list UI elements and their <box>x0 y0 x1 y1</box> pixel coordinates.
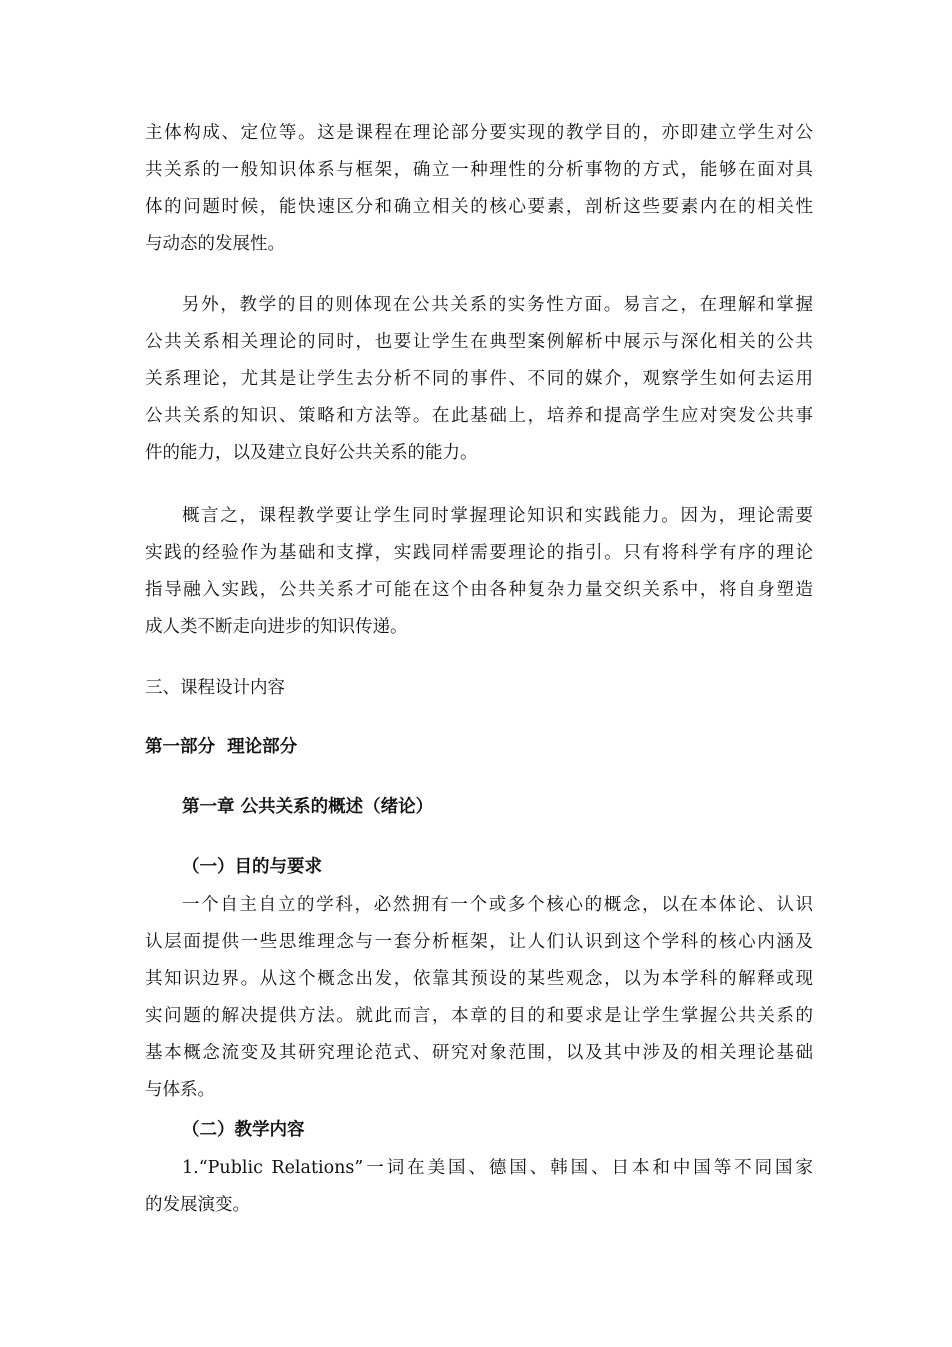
paragraph-line: 基本概念流变及其研究理论范式、研究对象范围，以及其中涉及的相关理论基础 <box>145 1043 813 1063</box>
chapter-heading: 第一章 公共关系的概述（绪论） <box>182 797 434 817</box>
paragraph-line: 成人类不断走向进步的知识传递。 <box>145 617 408 637</box>
list-item-continuation: 的发展演变。 <box>145 1195 250 1215</box>
paragraph-line: 公共关系相关理论的同时，也要让学生在典型案例解析中展示与深化相关的公共 <box>145 332 813 352</box>
paragraph-line: 主体构成、定位等。这是课程在理论部分要实现的教学目的，亦即建立学生对公 <box>145 123 813 143</box>
paragraph-line: 体的问题时候，能快速区分和确立相关的核心要素，剖析这些要素内在的相关性 <box>145 197 813 217</box>
paragraph-line: 公共关系的知识、策略和方法等。在此基础上，培养和提高学生应对突发公共事 <box>145 406 813 426</box>
paragraph-line: 共关系的一般知识体系与框架，确立一种理性的分析事物的方式，能够在面对具 <box>145 160 813 180</box>
paragraph-line: 概言之，课程教学要让学生同时掌握理论知识和实践能力。因为，理论需要 <box>182 506 813 526</box>
section-heading: 三、课程设计内容 <box>145 678 285 698</box>
paragraph-line: 与动态的发展性。 <box>145 234 285 254</box>
paragraph-line: 件的能力，以及建立良好公共关系的能力。 <box>145 443 478 463</box>
subsection-heading-content: （二）教学内容 <box>182 1120 305 1140</box>
paragraph-line: 指导融入实践，公共关系才可能在这个由各种复杂力量交织关系中，将自身塑造 <box>145 580 813 600</box>
paragraph-line: 认层面提供一些思维理念与一套分析框架，让人们认识到这个学科的核心内涵及 <box>145 932 813 952</box>
paragraph-line: 实问题的解决提供方法。就此而言，本章的目的和要求是让学生掌握公共关系的 <box>145 1006 813 1026</box>
paragraph-line: 其知识边界。从这个概念出发，依靠其预设的某些观念，以为本学科的解释或现 <box>145 969 813 989</box>
paragraph-line: 实践的经验作为基础和支撑，实践同样需要理论的指引。只有将科学有序的理论 <box>145 543 813 563</box>
paragraph-line: 一个自主自立的学科，必然拥有一个或多个核心的概念，以在本体论、认识 <box>182 895 813 915</box>
subsection-heading-goals: （一）目的与要求 <box>182 857 322 877</box>
part-heading: 第一部分 理论部分 <box>145 737 298 757</box>
list-item: 1.“Public Relations”一词在美国、德国、韩国、日本和中国等不同国家 <box>182 1158 813 1178</box>
paragraph-line: 关系理论，尤其是让学生去分析不同的事件、不同的媒介，观察学生如何去运用 <box>145 369 813 389</box>
paragraph-line: 另外，教学的目的则体现在公共关系的实务性方面。易言之，在理解和掌握 <box>182 295 813 315</box>
paragraph-line: 与体系。 <box>145 1080 215 1100</box>
